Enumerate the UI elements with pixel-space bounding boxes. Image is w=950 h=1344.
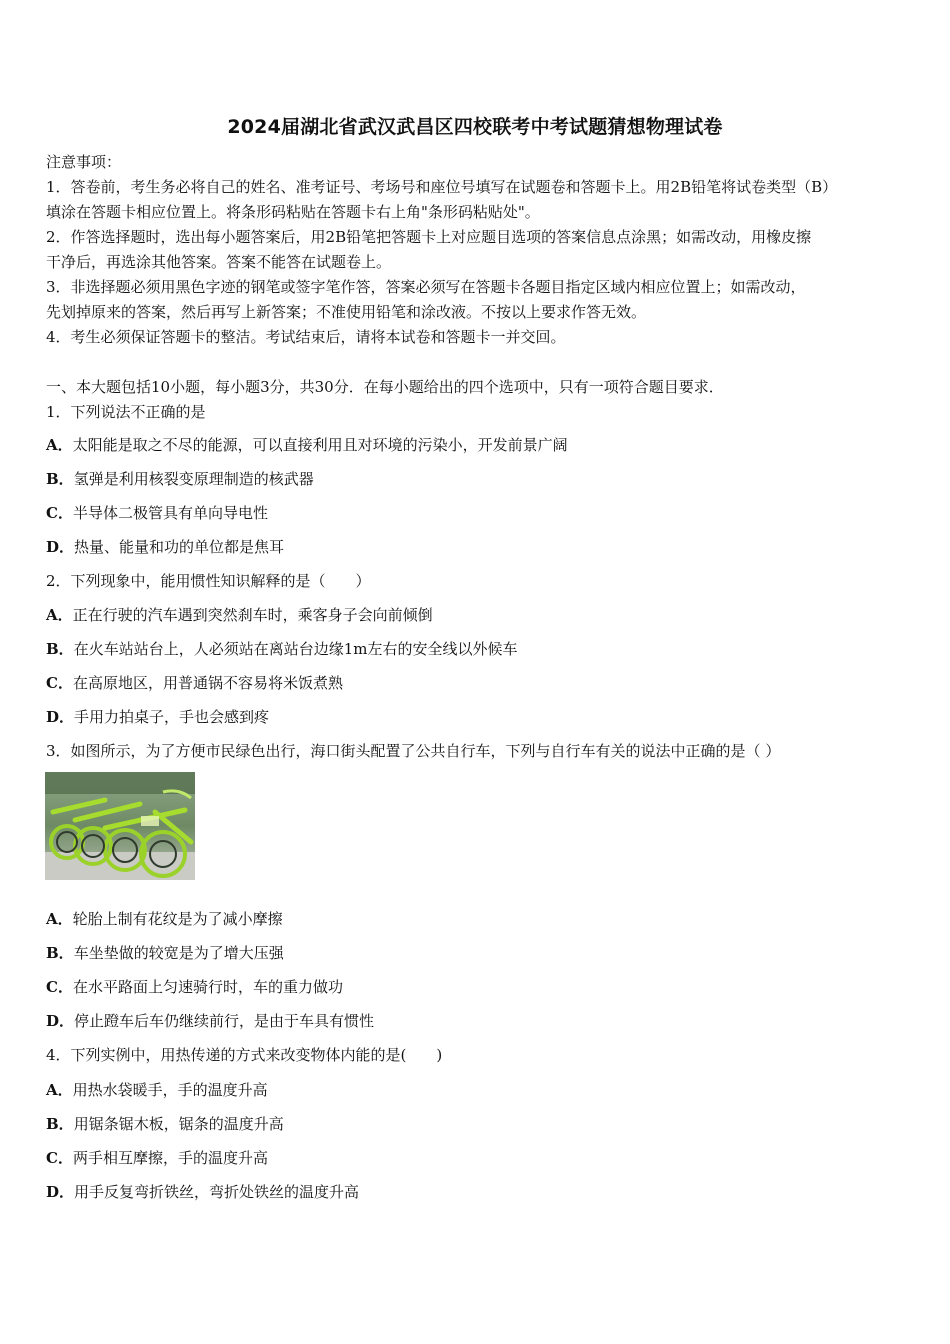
option-letter: B．: [46, 470, 74, 488]
option-letter: A．: [46, 436, 73, 454]
option-text: 两手相互摩擦，手的温度升高: [72, 1149, 268, 1167]
option-letter: B．: [46, 944, 74, 962]
question-2-option-a: [46, 605, 433, 625]
note-3-line-2: 先划掉原来的答案，然后再写上新答案；不准使用铅笔和涂改液。不按以上要求作答无效。: [46, 303, 647, 321]
note-3-line-1: 3．非选择题必须用黑色字迹的钢笔或签字笔作答，答案必须写在答题卡各题目指定区域内相应位置上；如需改动，: [46, 278, 806, 296]
option-text: 用锯条锯木板，锯条的温度升高: [73, 1115, 284, 1133]
option-letter: D．: [46, 708, 75, 726]
question-4-option-c: [46, 1148, 268, 1168]
question-2-stem: 2．下列现象中，能用惯性知识解释的是（ ）: [46, 572, 371, 590]
question-1-stem: 1．下列说法不正确的是: [46, 403, 206, 421]
option-letter: B．: [46, 640, 74, 658]
notes-heading: 注意事项：: [46, 153, 122, 171]
option-letter: D．: [46, 1183, 75, 1201]
question-3-stem: 3．如图所示，为了方便市民绿色出行，海口街头配置了公共自行车，下列与自行车有关的说法中正确的是（ ）: [46, 742, 781, 760]
option-text: 用手反复弯折铁丝，弯折处铁丝的温度升高: [74, 1183, 360, 1201]
note-1-line-2: 填涂在答题卡相应位置上。将条形码粘贴在答题卡右上角"条形码粘贴处"。: [46, 203, 540, 221]
option-text: 停止蹬车后车仍继续前行，是由于车具有惯性: [74, 1012, 375, 1030]
option-letter: A．: [46, 1081, 73, 1099]
question-2-option-c: [46, 673, 343, 693]
option-text: 在水平路面上匀速骑行时，车的重力做功: [72, 978, 343, 996]
question-3-option-c: [46, 977, 343, 997]
question-1-option-b: [46, 469, 314, 489]
option-letter: D．: [46, 538, 75, 556]
option-text: 热量、能量和功的单位都是焦耳: [74, 538, 285, 556]
question-1-option-a: [46, 435, 568, 455]
option-text: 太阳能是取之不尽的能源，可以直接利用且对环境的污染小，开发前景广阔: [72, 436, 568, 454]
note-2-line-1: 2．作答选择题时，选出每小题答案后，用2B铅笔把答题卡上对应题目选项的答案信息点涂黑；如需改动，用橡皮擦: [46, 228, 812, 246]
question-3-option-a: [46, 909, 283, 929]
note-2-line-2: 干净后，再选涂其他答案。答案不能答在试题卷上。: [46, 253, 392, 271]
note-1-line-1: 1．答卷前，考生务必将自己的姓名、准考证号、考场号和座位号填写在试题卷和答题卡上。用2B铅笔将试卷类型（B）: [46, 178, 838, 196]
question-4-option-d: [46, 1182, 359, 1202]
option-text: 在火车站站台上，人必须站在离站台边缘1m左右的安全线以外候车: [73, 640, 518, 658]
question-1-option-d: [46, 537, 284, 557]
option-letter: A．: [46, 606, 73, 624]
option-letter: B．: [46, 1115, 74, 1133]
question-1-option-c: [46, 503, 268, 523]
question-2-option-b: [46, 639, 517, 659]
question-3-option-d: [46, 1011, 374, 1031]
option-text: 用热水袋暖手，手的温度升高: [72, 1081, 268, 1099]
option-letter: C．: [46, 1149, 73, 1167]
option-letter: A．: [46, 910, 73, 928]
option-letter: D．: [46, 1012, 75, 1030]
option-text: 正在行驶的汽车遇到突然刹车时，乘客身子会向前倾倒: [72, 606, 433, 624]
note-4: 4．考生必须保证答题卡的整洁。考试结束后，请将本试卷和答题卡一并交回。: [46, 328, 566, 346]
question-4-option-b: [46, 1114, 284, 1134]
question-3-option-b: [46, 943, 284, 963]
page-title: 2024届湖北省武汉武昌区四校联考中考试题猜想物理试卷: [227, 116, 723, 138]
question-2-option-d: [46, 707, 269, 727]
section-instructions: 一、本大题包括10小题，每小题3分，共30分．在每小题给出的四个选项中，只有一项符合题目要求．: [46, 378, 724, 396]
question-4-stem: 4．下列实例中，用热传递的方式来改变物体内能的是( ): [46, 1046, 443, 1064]
option-text: 手用力拍桌子，手也会感到疼: [74, 708, 270, 726]
option-text: 半导体二极管具有单向导电性: [72, 504, 268, 522]
option-text: 在高原地区，用普通锅不容易将米饭煮熟: [72, 674, 343, 692]
bicycle-photo: [45, 772, 195, 880]
option-letter: C．: [46, 504, 73, 522]
option-text: 氢弹是利用核裂变原理制造的核武器: [73, 470, 314, 488]
option-letter: C．: [46, 674, 73, 692]
question-4-option-a: [46, 1080, 268, 1100]
option-text: 轮胎上制有花纹是为了减小摩擦: [72, 910, 283, 928]
option-text: 车坐垫做的较宽是为了增大压强: [73, 944, 284, 962]
option-letter: C．: [46, 978, 73, 996]
